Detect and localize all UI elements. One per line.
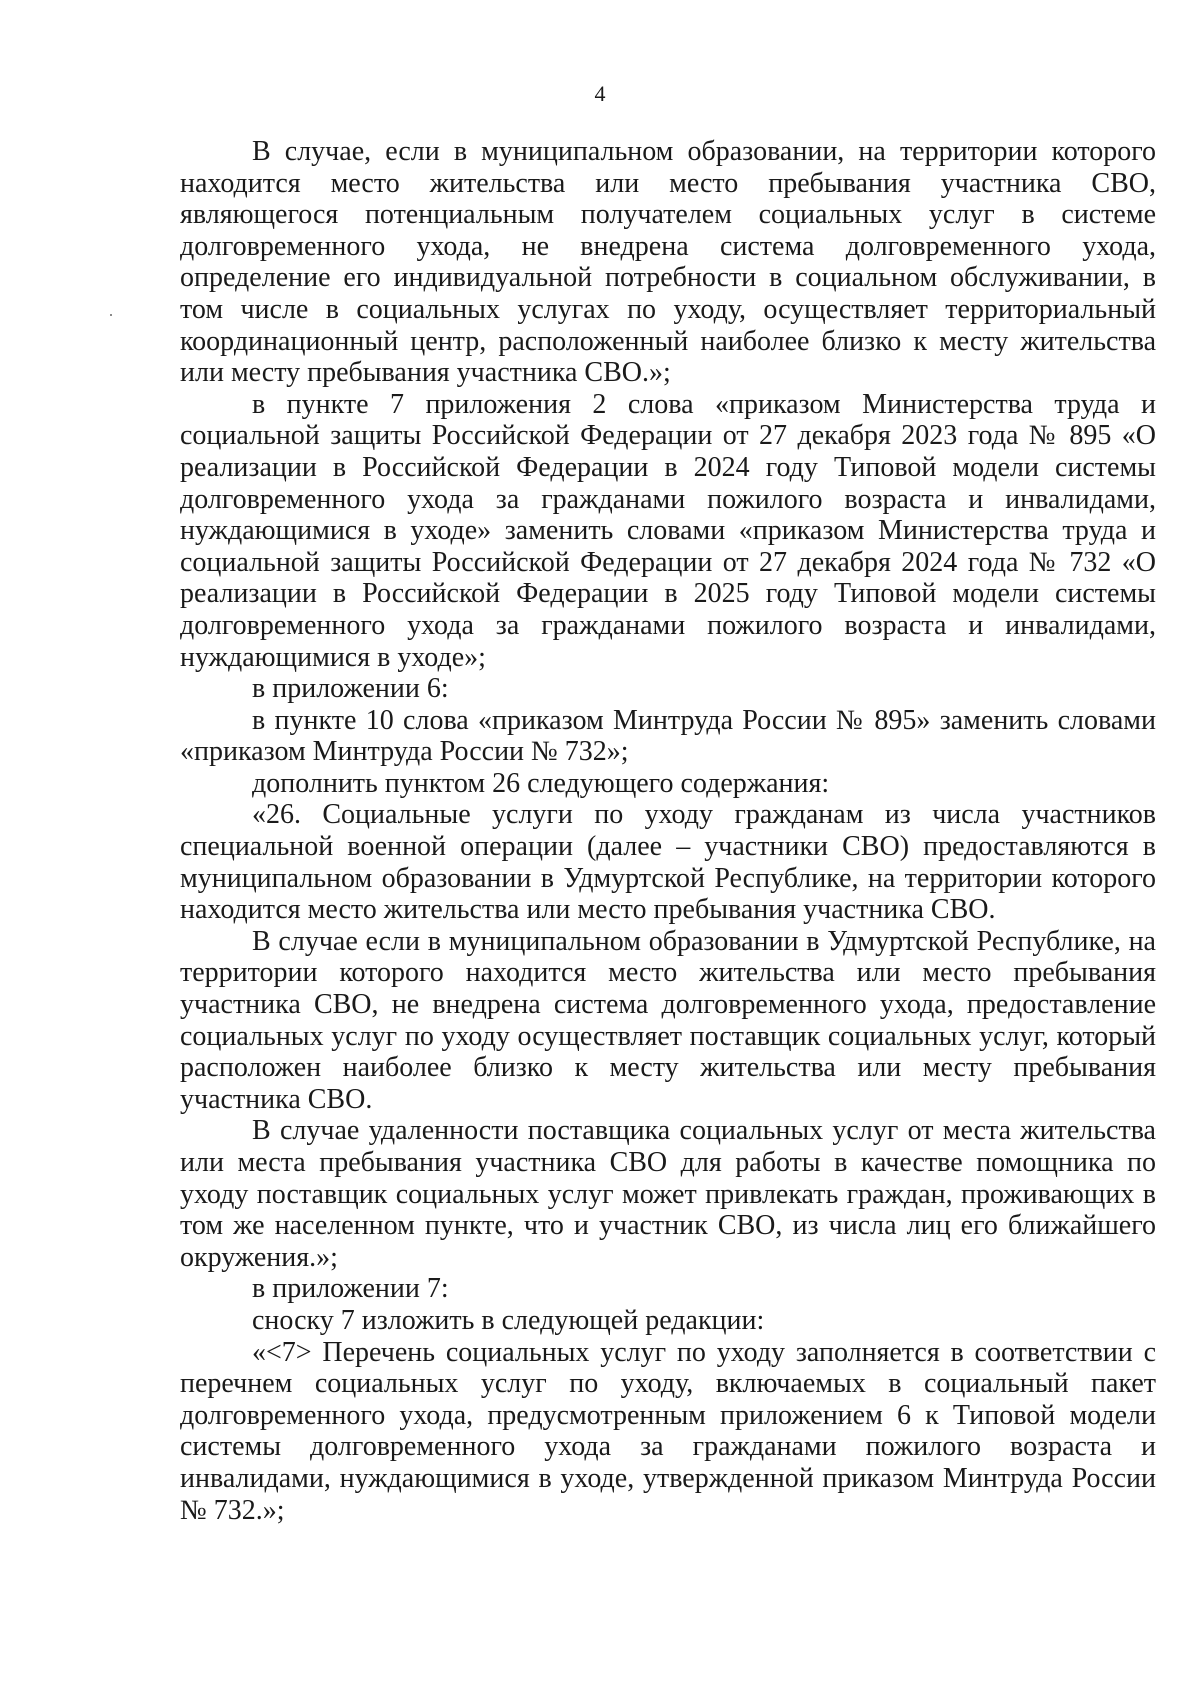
paragraph-point26-remote: В случае удаленности поставщика социальных услуг от места жительства или места пребывания участника СВО для работы в качестве помощника по уходу поставщик социальных услуг может привлекать граждан, проживающих в том же населенном пункте, что и участник СВО, из числа лиц его ближайшего окружения.»; [180,1115,1156,1273]
page-number: 4 [594,81,606,106]
paragraph-annex6-point10: в пункте 10 слова «приказом Минтруда России № 895» заменить словами «приказом Минтруда России № 732»; [180,704,1156,768]
paragraph-annex7-heading: в приложении 7: [252,1273,449,1305]
paragraph-add-point26: дополнить пунктом 26 следующего содержания: [252,767,830,799]
paragraph-footnote7-heading: сноску 7 изложить в следующей редакции: [252,1304,765,1336]
paragraph-annex2-point7: в пункте 7 приложения 2 слова «приказом Министерства труда и социальной защиты Российской Федерации от 27 декабря 2023 года № 895 «О реализации в Российской Федерации в 2024 году Типовой модели системы долговременного ухода за гражданами пожилого возраста и инвалидами, нуждающимися в уходе» заменить словами «приказом Министерства труда и социальной защиты Российской Федерации от 27 декабря 2024 года № 732 «О реализации в Российской Федерации в 2025 году Типовой модели системы долговременного ухода за гражданами пожилого возраста и инвалидами, нуждающимися в уходе»; [180,388,1156,673]
paragraph-point26-no-ltc: В случае если в муниципальном образовании в Удмуртской Республике, на территории которого находится место жительства или место пребывания участника СВО, не внедрена система долговременного ухода, предоставление социальных услуг по уходу осуществляет поставщик социальных услуг, который расположен наиболее близко к месту жительства или месту пребывания участника СВО. [180,925,1156,1115]
paragraph-svo-assessment: В случае, если в муниципальном образовании, на территории которого находится место жительства или место пребывания участника СВО, являющегося потенциальным получателем социальных услуг в системе долговременного ухода, не внедрена система долговременного ухода, определение его индивидуальной потребности в социальном обслуживании, в том числе в социальных услугах по уходу, осуществляет территориальный координационный центр, расположенный наиболее близко к месту жительства или месту пребывания участника СВО.»; [180,136,1156,389]
paragraph-footnote7-text: «<7> Перечень социальных услуг по уходу заполняется в соответствии с перечнем социальных услуг по уходу, включаемых в социальный пакет долговременного ухода, предусмотренным приложением 6 к Типовой модели системы долговременного ухода за гражданами пожилого возраста и инвалидами, нуждающимися в уходе, утвержденной приказом Минтруда России № 732.»; [180,1336,1156,1526]
document-body [180,136,1156,1526]
paragraph-annex6-heading: в приложении 6: [252,673,449,705]
paragraph-point26-text: «26. Социальные услуги по уходу гражданам из числа участников специальной военной операции (далее – участники СВО) предоставляются в муниципальном образовании в Удмуртской Республике, на территории которого находится место жительства или место пребывания участника СВО. [180,799,1156,926]
scan-speck [110,314,112,316]
